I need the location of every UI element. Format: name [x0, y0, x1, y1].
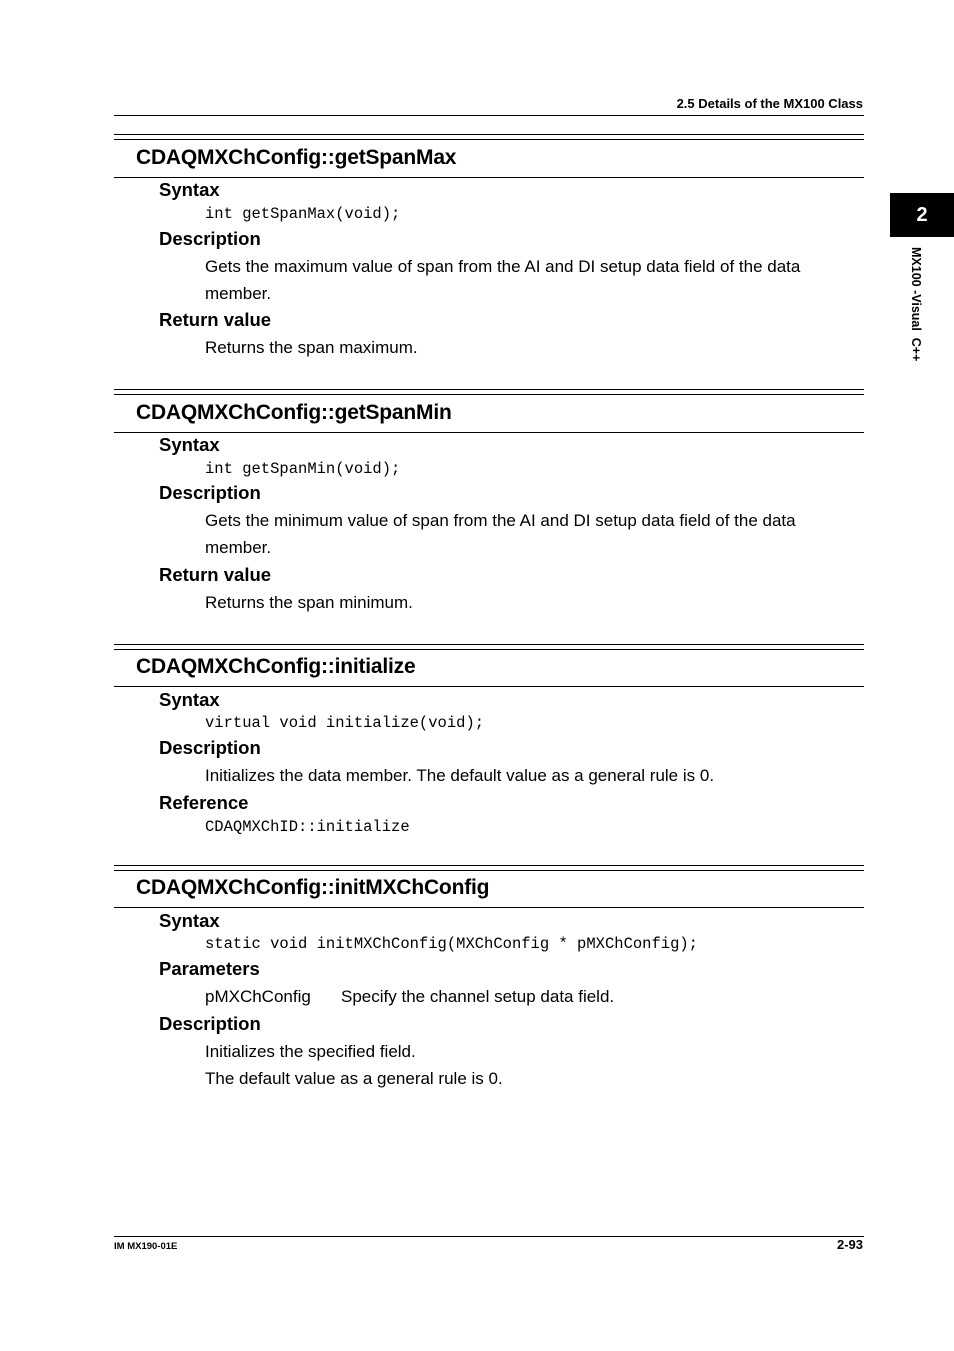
description-line: Initializes the specified field.: [205, 1042, 416, 1061]
description-line: member.: [205, 284, 272, 303]
page-number: 2-93: [836, 1237, 863, 1252]
section-title: CDAQMXChConfig::getSpanMax: [136, 146, 457, 169]
parameter-description: Specify the channel setup data field.: [341, 987, 615, 1006]
syntax-code: static void initMXChConfig(MXChConfig * pMXChConfig);: [205, 935, 698, 953]
return-value-heading: Return value: [159, 564, 272, 585]
description-text: [205, 507, 845, 561]
section-rule-bottom: [114, 432, 864, 433]
section-rule-bottom: [114, 686, 864, 687]
syntax-code: virtual void initialize(void);: [205, 714, 485, 732]
return-value-text: Returns the span maximum.: [205, 338, 418, 357]
chapter-number: 2: [916, 203, 928, 226]
section-rule-top: [114, 649, 864, 650]
section-title: CDAQMXChConfig::initMXChConfig: [136, 876, 490, 899]
reference-heading: Reference: [159, 792, 249, 813]
section-rule-top: [114, 139, 864, 140]
syntax-heading: Syntax: [159, 179, 220, 200]
description-heading: Description: [159, 1013, 261, 1034]
footer-rule: [114, 1236, 864, 1237]
description-line: member.: [205, 538, 272, 557]
section-rule-top: [114, 644, 864, 645]
description-line: Gets the minimum value of span from the AI and DI setup data field of the data: [205, 511, 796, 530]
section-rule-bottom: [114, 907, 864, 908]
return-value-text: Returns the span minimum.: [205, 593, 413, 612]
description-line: Gets the maximum value of span from the AI and DI setup data field of the data: [205, 257, 801, 276]
description-text: Initializes the data member. The default value as a general rule is 0.: [205, 766, 715, 785]
description-heading: Description: [159, 228, 261, 249]
description-text: [205, 253, 845, 307]
syntax-heading: Syntax: [159, 434, 220, 455]
parameters-heading: Parameters: [159, 958, 260, 979]
doc-id: IM MX190-01E: [114, 1241, 178, 1252]
description-heading: Description: [159, 482, 261, 503]
parameter-name: pMXChConfig: [205, 987, 311, 1006]
header-rule: [114, 115, 864, 116]
description-text: [205, 1038, 845, 1092]
section-rule-top: [114, 389, 864, 390]
section-title: CDAQMXChConfig::getSpanMin: [136, 401, 452, 424]
section-rule-top: [114, 865, 864, 866]
syntax-heading: Syntax: [159, 689, 220, 710]
syntax-heading: Syntax: [159, 910, 220, 931]
section-rule-top: [114, 870, 864, 871]
syntax-code: int getSpanMin(void);: [205, 460, 401, 478]
section-rule-top: [114, 394, 864, 395]
running-head: 2.5 Details of the MX100 Class: [676, 96, 863, 111]
reference-code: CDAQMXChID::initialize: [205, 818, 410, 836]
section-rule-top: [114, 134, 864, 135]
description-heading: Description: [159, 737, 261, 758]
chapter-label: MX100 -Visual C++: [909, 247, 923, 362]
chapter-tab: [890, 193, 954, 237]
section-rule-bottom: [114, 177, 864, 178]
section-title: CDAQMXChConfig::initialize: [136, 655, 416, 678]
return-value-heading: Return value: [159, 309, 272, 330]
description-line: The default value as a general rule is 0.: [205, 1069, 503, 1088]
syntax-code: int getSpanMax(void);: [205, 205, 401, 223]
